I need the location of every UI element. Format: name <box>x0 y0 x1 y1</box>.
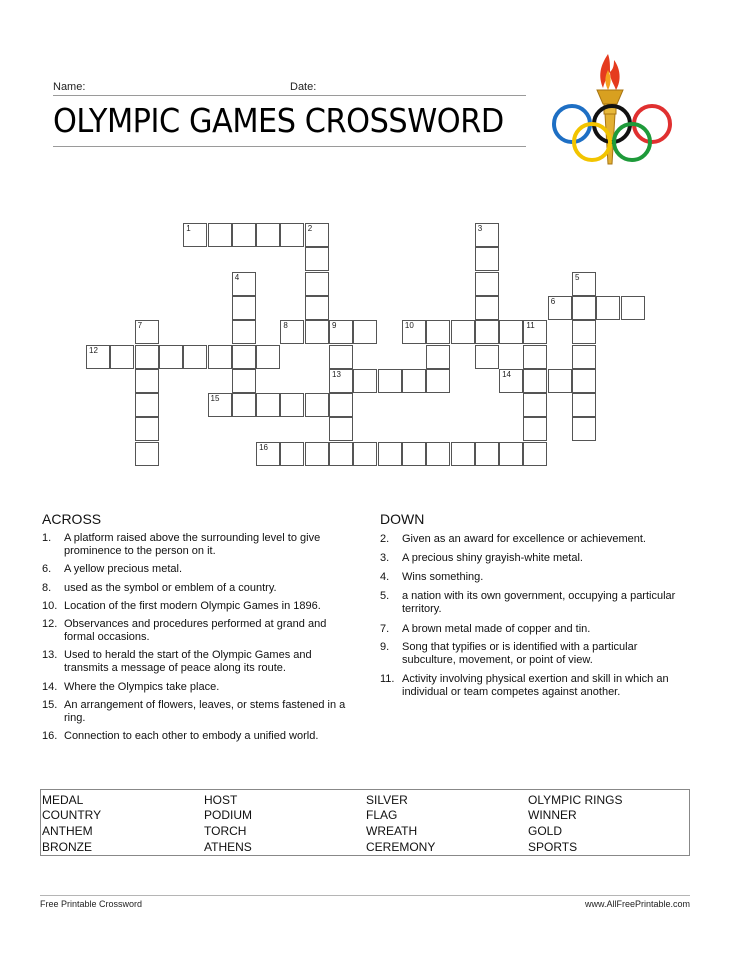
grid-cell[interactable] <box>523 417 547 441</box>
grid-cell[interactable] <box>621 296 645 320</box>
word-bank-item: MEDAL <box>42 793 84 807</box>
grid-cell[interactable] <box>475 320 499 344</box>
grid-cell[interactable] <box>572 417 596 441</box>
clue-number: 9 <box>332 321 337 331</box>
grid-cell[interactable] <box>232 320 256 344</box>
grid-cell[interactable] <box>256 393 280 417</box>
grid-cell[interactable] <box>426 369 450 393</box>
clue-index: 16. <box>42 730 58 742</box>
grid-cell[interactable] <box>572 345 596 369</box>
grid-cell[interactable] <box>378 442 402 466</box>
grid-cell[interactable] <box>402 442 426 466</box>
clue-text: A brown metal made of copper and tin. <box>402 623 591 635</box>
clue-index: 7. <box>380 623 390 635</box>
word-bank-item: ATHENS <box>204 840 252 854</box>
grid-cell[interactable] <box>353 369 377 393</box>
clue-index: 6. <box>42 563 52 575</box>
word-bank-item: ANTHEM <box>42 824 93 838</box>
across-clue <box>42 649 356 675</box>
grid-cell[interactable] <box>451 320 475 344</box>
grid-cell[interactable] <box>402 369 426 393</box>
word-bank-item: SPORTS <box>528 840 578 854</box>
grid-cell[interactable] <box>135 417 159 441</box>
clue-text: A precious shiny grayish-white metal. <box>402 552 583 564</box>
grid-cell[interactable] <box>232 223 256 247</box>
grid-cell[interactable] <box>572 272 596 296</box>
clue-number: 7 <box>137 321 143 331</box>
clue-text: Used to herald the start of the Olympic Games and transmits a message of peace along its route. <box>64 649 312 674</box>
word-bank-item: WINNER <box>528 808 577 822</box>
clue-text: Song that typifies or is identified with a particular subculture, movement, or point of view. <box>402 641 638 666</box>
grid-cell[interactable] <box>135 369 159 393</box>
grid-cell[interactable] <box>402 320 426 344</box>
clue-index: 3. <box>380 552 390 564</box>
grid-cell[interactable] <box>548 296 572 320</box>
word-bank-item: HOST <box>204 793 238 807</box>
clue-index: 11. <box>380 673 395 685</box>
page-title: OLYMPIC GAMES CROSSWORD <box>53 101 504 140</box>
grid-cell[interactable] <box>426 345 450 369</box>
grid-cell[interactable] <box>305 393 329 417</box>
grid-cell[interactable] <box>256 442 280 466</box>
grid-cell[interactable] <box>475 296 499 320</box>
grid-cell[interactable] <box>329 442 353 466</box>
grid-cell[interactable] <box>280 393 304 417</box>
clue-number: 6 <box>550 296 556 306</box>
grid-cell[interactable] <box>280 223 304 247</box>
across-clue <box>42 532 356 558</box>
word-bank-item: PODIUM <box>204 808 252 822</box>
down-clue <box>380 641 676 667</box>
clue-index: 2. <box>380 533 390 545</box>
clue-text: An arrangement of flowers, leaves, or stems fastened in a ring. <box>64 699 346 724</box>
grid-cell[interactable] <box>329 393 353 417</box>
clue-text: Location of the first modern Olympic Games in 1896. <box>64 600 321 612</box>
down-clue <box>380 623 676 636</box>
grid-cell[interactable] <box>475 442 499 466</box>
word-bank-item: SILVER <box>366 793 408 807</box>
clue-number: 15 <box>210 394 220 404</box>
grid-cell[interactable] <box>280 442 304 466</box>
word-bank-item: BRONZE <box>42 840 93 854</box>
across-clue <box>42 681 356 694</box>
clue-text: Wins something. <box>402 571 484 583</box>
date-label: Date: <box>290 81 317 93</box>
clue-number: 14 <box>502 369 511 379</box>
grid-cell[interactable] <box>135 442 159 466</box>
grid-cell[interactable] <box>232 393 256 417</box>
grid-cell[interactable] <box>499 442 523 466</box>
word-bank-item: GOLD <box>528 824 563 838</box>
grid-cell[interactable] <box>329 369 353 393</box>
clue-number: 3 <box>477 224 483 233</box>
word-bank-item: OLYMPIC RINGS <box>528 793 623 807</box>
grid-cell[interactable] <box>208 345 232 369</box>
clue-index: 12. <box>42 618 58 630</box>
grid-cell[interactable] <box>135 345 159 369</box>
grid-cell[interactable] <box>329 345 353 369</box>
grid-cell[interactable] <box>499 320 523 344</box>
grid-cell[interactable] <box>572 369 596 393</box>
clue-number: 1 <box>186 224 191 233</box>
grid-cell[interactable] <box>523 345 547 369</box>
footer-rule <box>40 895 690 896</box>
grid-cell[interactable] <box>305 442 329 466</box>
grid-cell[interactable] <box>572 296 596 320</box>
down-clue <box>380 571 676 584</box>
name-label: Name: <box>53 81 86 93</box>
grid-cell[interactable] <box>499 369 523 393</box>
clue-index: 9. <box>380 641 390 653</box>
grid-cell[interactable] <box>523 320 547 344</box>
across-clue <box>42 699 356 725</box>
clue-text: Given as an award for excellence or achievement. <box>402 533 646 545</box>
word-bank <box>40 789 690 856</box>
clue-number: 13 <box>332 369 341 379</box>
clue-index: 10. <box>42 600 58 612</box>
grid-cell[interactable] <box>305 320 329 344</box>
grid-cell[interactable] <box>475 272 499 296</box>
across-clue <box>42 600 356 613</box>
clue-index: 14. <box>42 681 58 693</box>
grid-cell[interactable] <box>183 345 207 369</box>
clue-number: 8 <box>283 321 288 331</box>
grid-cell[interactable] <box>426 442 450 466</box>
word-bank-item: TORCH <box>204 824 247 838</box>
clue-index: 8. <box>42 582 52 594</box>
clue-text: A platform raised above the surrounding level to give prominence to the person on it. <box>64 532 321 557</box>
grid-cell[interactable] <box>135 320 159 344</box>
grid-cell[interactable] <box>135 393 159 417</box>
clue-number: 12 <box>89 345 98 355</box>
word-bank-item: FLAG <box>366 808 398 822</box>
clue-text: used as the symbol or emblem of a country. <box>64 582 277 594</box>
clue-text: Activity involving physical exertion and skill in which an individual or team competes against another. <box>402 673 669 698</box>
grid-cell[interactable] <box>329 417 353 441</box>
grid-cell[interactable] <box>305 223 329 247</box>
grid-cell[interactable] <box>183 223 207 247</box>
across-clue <box>42 730 356 743</box>
down-title: DOWN <box>380 511 425 527</box>
grid-cell[interactable] <box>426 320 450 344</box>
grid-cell[interactable] <box>208 223 232 247</box>
clue-index: 13. <box>42 649 58 661</box>
grid-cell[interactable] <box>232 345 256 369</box>
across-clue <box>42 582 356 595</box>
down-clue <box>380 673 676 699</box>
clue-index: 5. <box>380 590 390 602</box>
clue-index: 15. <box>42 699 58 711</box>
grid-cell[interactable] <box>523 442 547 466</box>
clue-index: 4. <box>380 571 390 583</box>
grid-cell[interactable] <box>475 345 499 369</box>
grid-cell[interactable] <box>280 320 304 344</box>
grid-cell[interactable] <box>475 223 499 247</box>
grid-cell[interactable] <box>378 369 402 393</box>
clue-number: 4 <box>234 272 240 282</box>
grid-cell[interactable] <box>208 393 232 417</box>
grid-cell[interactable] <box>86 345 110 369</box>
grid-cell[interactable] <box>596 296 620 320</box>
grid-cell[interactable] <box>329 320 353 344</box>
grid-cell[interactable] <box>256 223 280 247</box>
clue-index: 1. <box>42 532 52 544</box>
grid-cell[interactable] <box>159 345 183 369</box>
grid-cell[interactable] <box>232 369 256 393</box>
clue-text: Observances and procedures performed at grand and formal occasions. <box>64 618 327 643</box>
grid-cell[interactable] <box>475 247 499 271</box>
across-title: ACROSS <box>42 511 102 527</box>
across-clue <box>42 618 356 644</box>
word-bank-item: COUNTRY <box>42 808 102 822</box>
clue-number: 2 <box>307 224 313 233</box>
word-bank-item: WREATH <box>366 824 418 838</box>
grid-cell[interactable] <box>305 272 329 296</box>
footer-right: www.AllFreePrintable.com <box>584 899 690 909</box>
clue-number: 11 <box>526 321 535 331</box>
grid-cell[interactable] <box>523 393 547 417</box>
grid-cell[interactable] <box>110 345 134 369</box>
grid-cell[interactable] <box>305 247 329 271</box>
clue-number: 16 <box>259 442 268 452</box>
down-clue <box>380 552 676 565</box>
down-clue <box>380 533 676 546</box>
clue-text: Where the Olympics take place. <box>64 681 220 693</box>
grid-cell[interactable] <box>523 369 547 393</box>
grid-cell[interactable] <box>256 345 280 369</box>
clue-number: 5 <box>575 272 580 282</box>
grid-cell[interactable] <box>232 272 256 296</box>
across-clue <box>42 563 356 576</box>
grid-cell[interactable] <box>451 442 475 466</box>
clue-text: a nation with its own government, occupying a particular territory. <box>402 590 676 615</box>
footer-left: Free Printable Crossword <box>40 899 143 909</box>
down-clue <box>380 590 676 616</box>
clue-text: Connection to each other to embody a unified world. <box>64 730 319 742</box>
grid-cell[interactable] <box>305 296 329 320</box>
grid-cell[interactable] <box>548 369 572 393</box>
clue-text: A yellow precious metal. <box>64 563 182 575</box>
word-bank-item: CEREMONY <box>366 840 436 854</box>
clue-number: 10 <box>404 321 414 331</box>
grid-cell[interactable] <box>353 442 377 466</box>
grid-cell[interactable] <box>232 296 256 320</box>
grid-cell[interactable] <box>353 320 377 344</box>
grid-cell[interactable] <box>572 393 596 417</box>
grid-cell[interactable] <box>572 320 596 344</box>
